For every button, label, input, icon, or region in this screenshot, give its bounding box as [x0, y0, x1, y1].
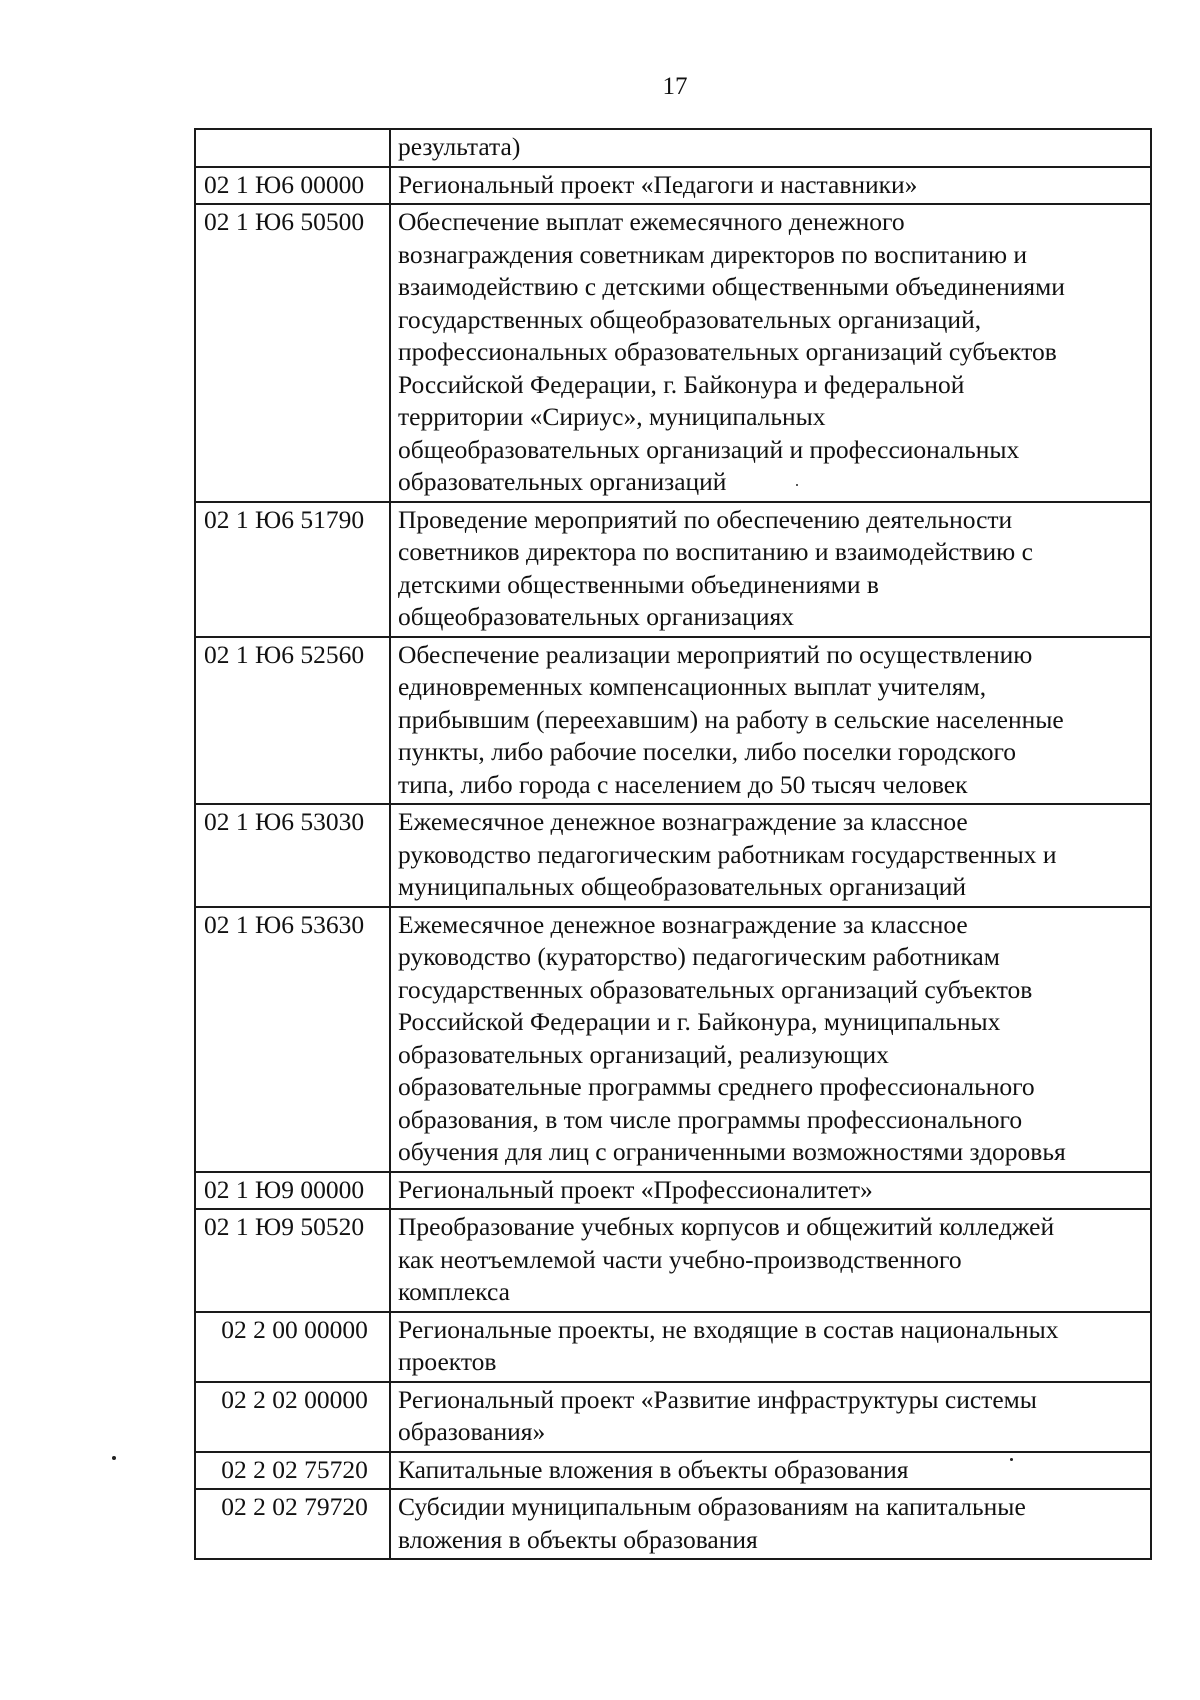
table-row: [195, 129, 1151, 167]
scan-speck: [796, 484, 798, 486]
description-cell: [390, 1382, 1151, 1452]
classification-code-cell: [195, 129, 390, 167]
table-row: [195, 1312, 1151, 1382]
description-line: детскими общественными объединениями в: [398, 569, 879, 599]
classification-code-cell: 02 1 Ю9 00000: [195, 1172, 390, 1210]
description-line: Российской Федерации, г. Байконура и федеральной: [398, 369, 965, 399]
description-line: Ежемесячное денежное вознаграждение за классное: [398, 909, 968, 939]
description-line: образования»: [398, 1417, 546, 1446]
classification-code-cell: 02 2 02 00000: [195, 1382, 390, 1452]
description-line: вознаграждения советникам директоров по воспитанию и: [398, 239, 1028, 269]
table-row: [195, 502, 1151, 637]
description-line: как неотъемлемой части учебно-производственного: [398, 1244, 962, 1274]
table-row: [195, 907, 1151, 1172]
description-cell: [390, 1312, 1151, 1382]
description-line: Региональные проекты, не входящие в состав национальных: [398, 1314, 1059, 1344]
description-line: Региональный проект «Педагоги и наставники»: [398, 169, 918, 199]
description-line: типа, либо города с населением до 50 тысяч человек: [398, 769, 968, 799]
classification-code-cell: 02 2 00 00000: [195, 1312, 390, 1382]
description-cell: [390, 1489, 1151, 1559]
description-line: Российской Федерации и г. Байконура, муниципальных: [398, 1007, 1001, 1036]
description-line: образовательных организаций: [398, 467, 727, 496]
description-line: Обеспечение реализации мероприятий по осуществлению: [398, 639, 1033, 669]
classification-code-cell: 02 1 Ю6 50500: [195, 204, 390, 502]
description-line: Обеспечение выплат ежемесячного денежного: [398, 207, 905, 236]
description-cell: [390, 1209, 1151, 1312]
description-line: обучения для лиц с ограниченными возможностями здоровья: [398, 1137, 1066, 1166]
classification-code-cell: 02 1 Ю6 51790: [195, 502, 390, 637]
description-line: Субсидии муниципальным образованиям на капитальные: [398, 1492, 1026, 1521]
table-row: [195, 167, 1151, 205]
table-row: [195, 204, 1151, 502]
classification-code-cell: 02 1 Ю9 50520: [195, 1209, 390, 1312]
description-cell: [390, 1172, 1151, 1210]
table-row: [195, 1489, 1151, 1559]
description-line: Ежемесячное денежное вознаграждение за классное: [398, 807, 968, 836]
scan-speck: [112, 1456, 116, 1460]
page-number: 17: [662, 73, 688, 100]
description-cell: [390, 502, 1151, 637]
description-line: Региональный проект «Развитие инфраструктуры системы: [398, 1384, 1037, 1414]
description-cell: [390, 637, 1151, 805]
description-line: пункты, либо рабочие поселки, либо поселки городского: [398, 737, 1017, 766]
description-line: муниципальных общеобразовательных организаций: [398, 872, 967, 901]
description-line: Проведение мероприятий по обеспечению деятельности: [398, 504, 1013, 534]
description-cell: [390, 804, 1151, 907]
description-cell: [390, 907, 1151, 1172]
description-cell: [390, 129, 1151, 167]
description-line: взаимодействию с детскими общественными объединениями: [398, 272, 1065, 301]
description-line: образования, в том числе программы профессионального: [398, 1104, 1023, 1134]
classification-code-cell: 02 2 02 79720: [195, 1489, 390, 1559]
description-line: общеобразовательных организациях: [398, 602, 794, 631]
table-row: [195, 1172, 1151, 1210]
table-row: [195, 1209, 1151, 1312]
description-cell: [390, 1452, 1151, 1490]
classification-code-cell: 02 1 Ю6 52560: [195, 637, 390, 805]
description-line: Региональный проект «Профессионалитет»: [398, 1174, 873, 1204]
description-line: территории «Сириус», муниципальных: [398, 402, 826, 431]
description-line: профессиональных образовательных организаций субъектов: [398, 337, 1057, 366]
description-line: государственных образовательных организаций субъектов: [398, 974, 1033, 1004]
description-line: образовательных организаций, реализующих: [398, 1039, 889, 1069]
description-line: советников директора по воспитанию и взаимодействию с: [398, 537, 1033, 566]
description-cell: [390, 204, 1151, 502]
description-line: прибывшим (переехавшим) на работу в сельские населенные: [398, 704, 1064, 734]
description-cell: [390, 167, 1151, 205]
description-line: руководство педагогическим работникам государственных и: [398, 839, 1057, 869]
table-body: [195, 129, 1151, 1559]
description-line: проектов: [398, 1347, 497, 1376]
classification-code-cell: 02 2 02 75720: [195, 1452, 390, 1490]
table-row: [195, 804, 1151, 907]
description-line: единовременных компенсационных выплат учителям,: [398, 672, 987, 701]
classification-code-cell: 02 1 Ю6 53030: [195, 804, 390, 907]
budget-classification-table: [194, 128, 1152, 1560]
classification-code-cell: 02 1 Ю6 00000: [195, 167, 390, 205]
description-line: результата): [398, 132, 521, 161]
description-line: комплекса: [398, 1277, 510, 1306]
description-line: образовательные программы среднего профессионального: [398, 1072, 1035, 1101]
table-row: [195, 637, 1151, 805]
description-line: вложения в объекты образования: [398, 1524, 758, 1554]
description-line: общеобразовательных организаций и профессиональных: [398, 434, 1020, 464]
description-line: Преобразование учебных корпусов и общежитий колледжей: [398, 1212, 1055, 1241]
classification-code-cell: 02 1 Ю6 53630: [195, 907, 390, 1172]
description-line: государственных общеобразовательных организаций,: [398, 304, 982, 334]
description-line: руководство (кураторство) педагогическим работникам: [398, 942, 1000, 971]
scan-speck: [1010, 1458, 1013, 1461]
description-line: Капитальные вложения в объекты образования: [398, 1454, 909, 1484]
table-row: [195, 1382, 1151, 1452]
table-row: [195, 1452, 1151, 1490]
